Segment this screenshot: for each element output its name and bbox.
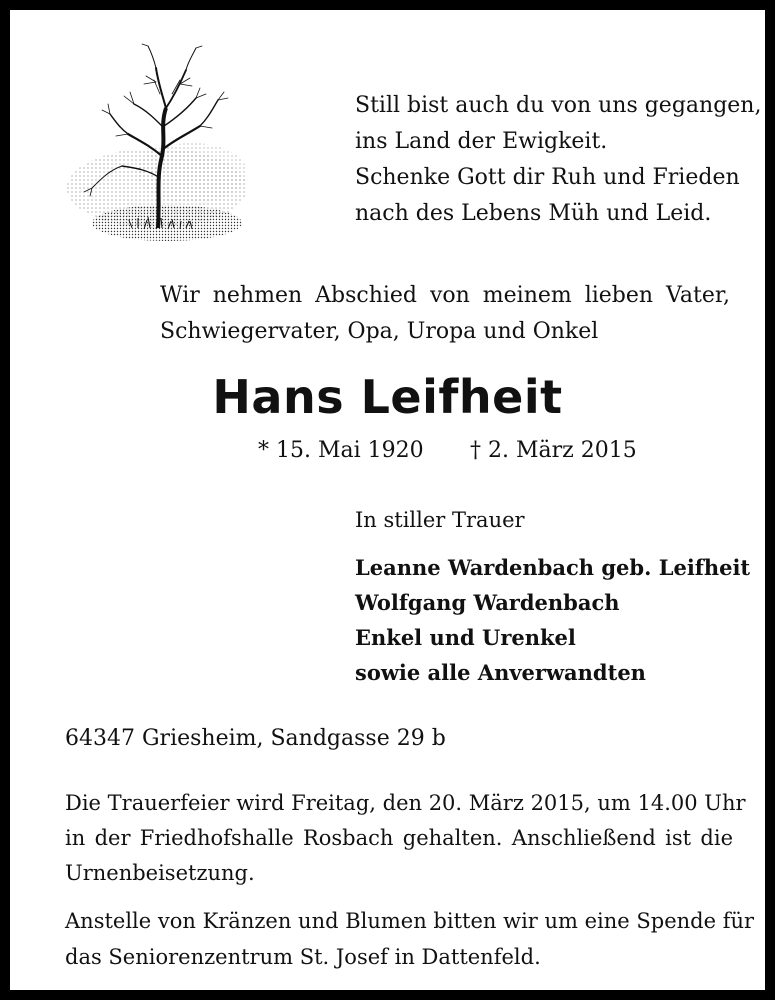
mourner-name: Wolfgang Wardenbach [355,590,620,615]
ceremony-line: Die Trauerfeier wird Freitag, den 20. März 2015, um 14.00 Uhr [65,791,746,815]
address: 64347 Griesheim, Sandgasse 29 b [65,726,446,751]
poem-line: Schenke Gott dir Ruh und Frieden [355,165,740,190]
poem-line: nach des Lebens Müh und Leid. [355,201,712,226]
poem-line: Still bist auch du von uns gegangen, [355,93,762,118]
poem [355,88,762,232]
bare-tree-icon [62,38,262,256]
ceremony-notice [65,786,746,891]
mourner-name: sowie alle Anverwandten [355,660,646,685]
poem-line: ins Land der Ewigkeit. [355,129,608,154]
farewell-intro [160,278,730,350]
ceremony-line: in der Friedhofshalle Rosbach gehalten. Anschließend ist die [65,826,733,850]
ceremony-line: Urnenbeisetzung. [65,861,255,885]
donation-request [65,903,755,975]
mourner-name: Enkel und Urenkel [355,625,576,650]
intro-line: Wir nehmen Abschied von meinem lieben Vater, [160,283,730,308]
mourner-name: Leanne Wardenbach geb. Leifheit [355,555,751,580]
deceased-name: Hans Leifheit [212,370,563,424]
donation-line: das Seniorenzentrum St. Josef in Dattenfeld. [65,945,541,969]
intro-line: Schwiegervater, Opa, Uropa und Onkel [160,319,599,344]
donation-line: Anstelle von Kränzen und Blumen bitten wir um eine Spende für [65,909,755,933]
mourning-heading: In stiller Trauer [355,508,525,532]
mourner-list [355,550,765,690]
death-date: † 2. März 2015 [470,438,637,463]
birth-date: * 15. Mai 1920 [258,438,424,463]
